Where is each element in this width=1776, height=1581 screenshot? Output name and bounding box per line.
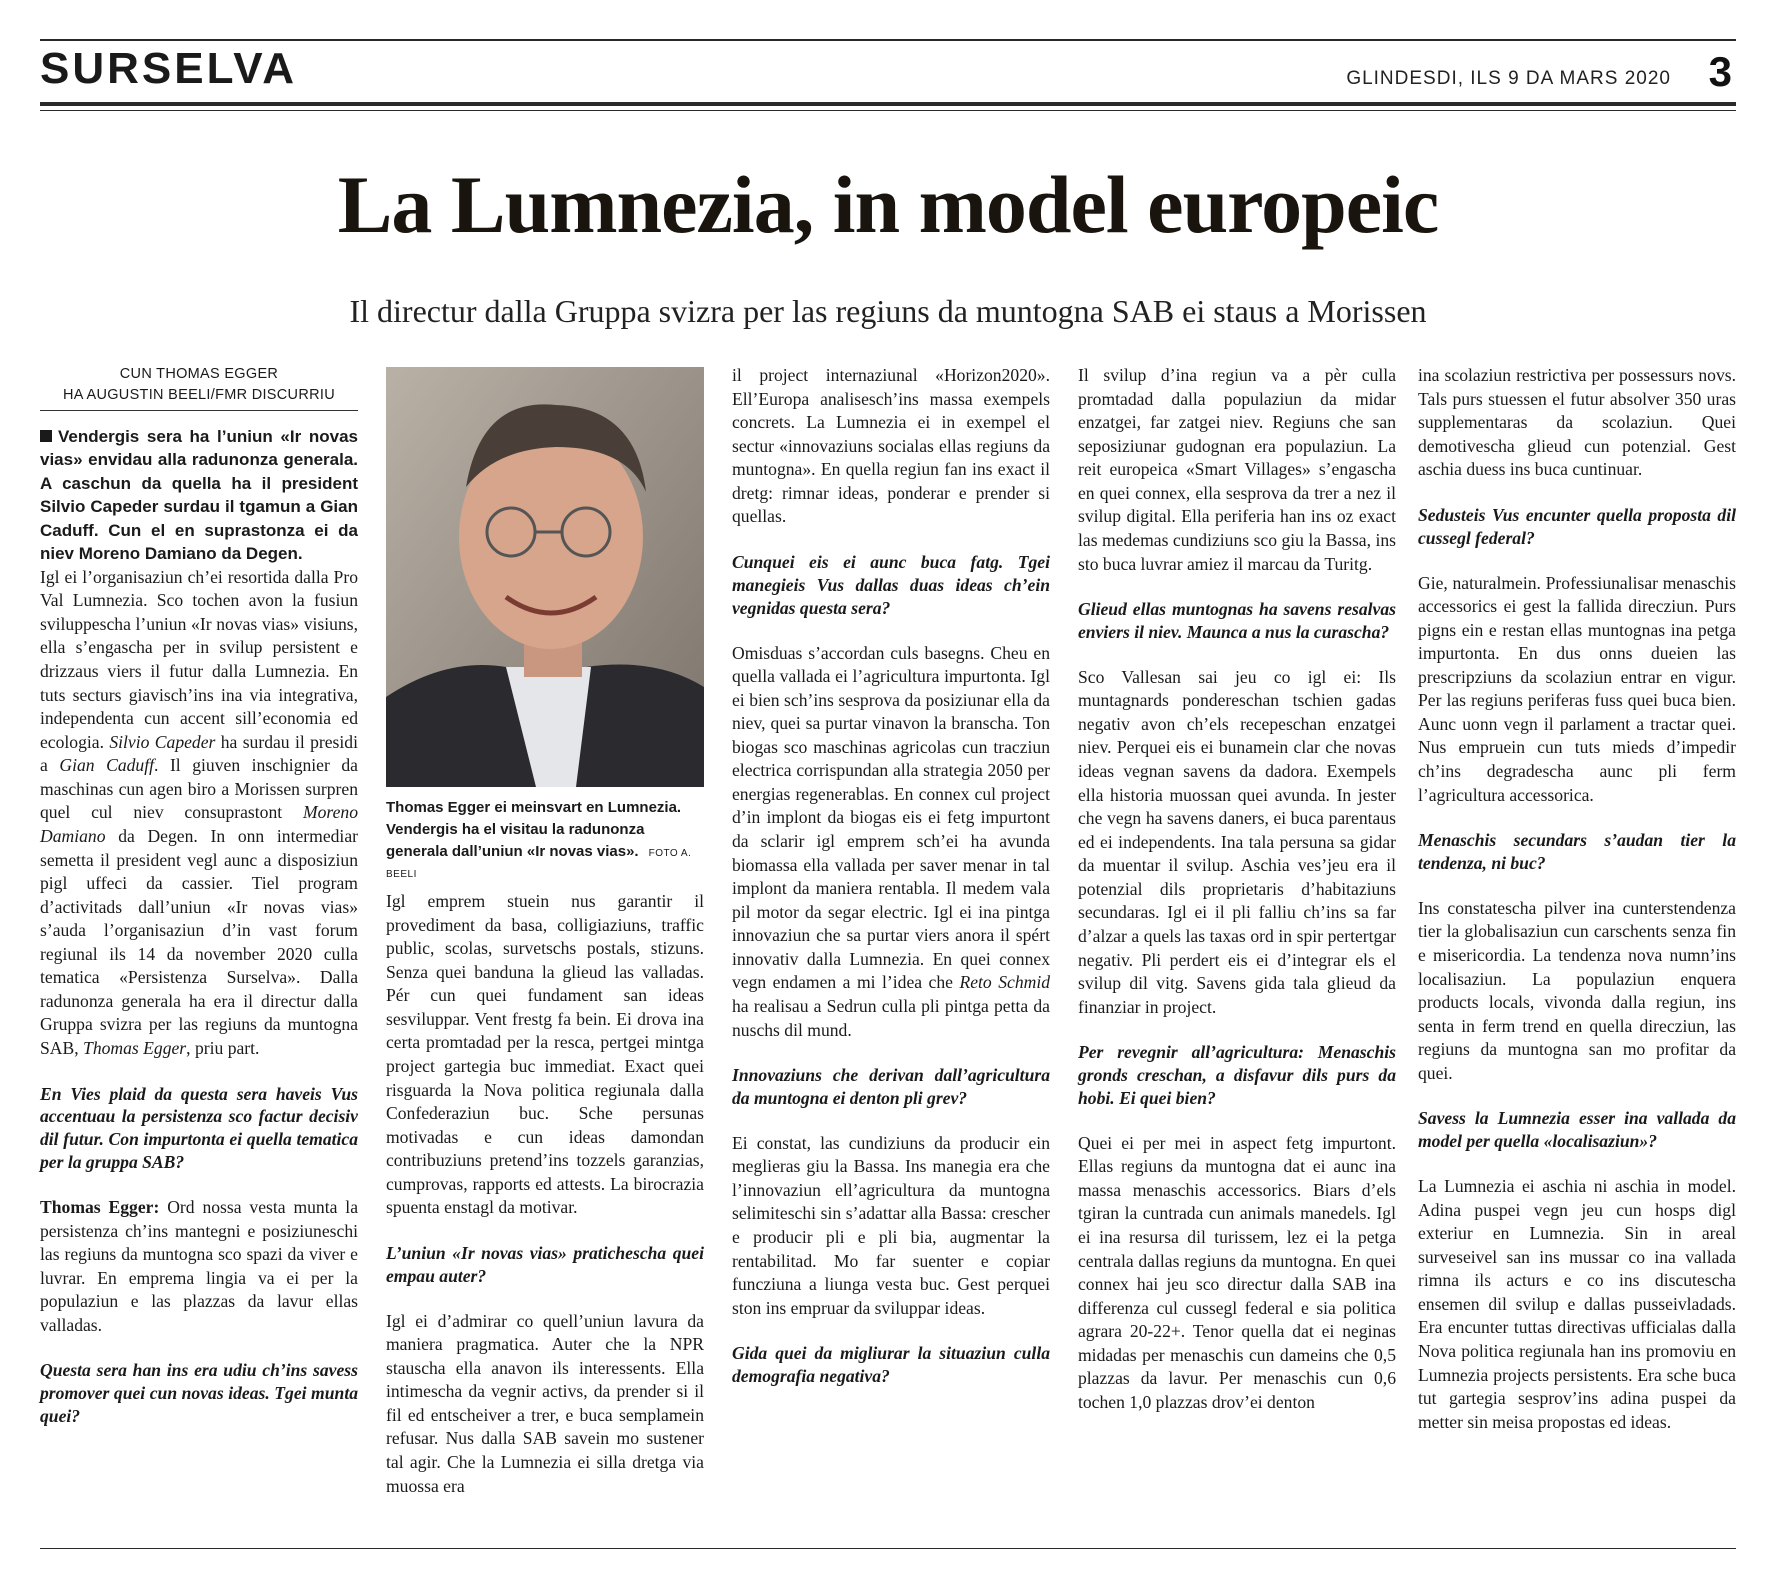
answer-9: Gie, naturalmein. Professiunalisar menaschis accessorics ei gest la fallida direcziun. Purs pigns ein e restan ellas muntognas ina petga impurtonta. En dus onns dueien las prescripziuns da scolaziun entrar en vigur. Per las regiuns periferas fuss quei buca bien. Aunc uonn vegn il parlament a tractar quei. Nus empruein cun tuts mieds d’impedir ch’ins degradescha aunc pli ferm l’agricultura accessorica. xyxy=(1418,572,1736,805)
intro-text-3: . Il giuven inschignier da maschinas cun agen biro a Morissen surpren quel cul niev consuprastont xyxy=(40,755,358,823)
byline-interviewee: CUN THOMAS EGGER xyxy=(119,366,279,382)
question-3: L’uniun «Ir novas vias» pratichescha quei empau auter? xyxy=(386,1242,704,1286)
column-5 xyxy=(1418,364,1736,1434)
answer-6: Il svilup d’ina regiun va a pèr culla promtadad dalla populaziun da midar enzatgei, far zatgei niev. Regiuns che san seposiziunar gudognan era populaziun. La reit europeica «Smart Villages» s’engascha en quei connex, ella sesprova da trer a nez il svilup digital. Ella periferia han ins oz exact las medemas cundiziuns sco giu la Bassa, ins sto buca luvrar amiez il marcau da Turitg. xyxy=(1078,365,1396,574)
answer-8: Quei ei per mei in aspect fetg impurtont. Ellas regiuns da muntogna dat ei aunc ina massa menaschis accessorics. Biars d’els tgiran la cuntrada cun animals manedels. Igl ei ina resursa dil turissem, lez ei la petga centrala dallas regiuns da muntogna. En quei connex hai jeu sco directur dalla SAB ina differenza cul cussegl federal e sia politica agrara 20-22+. Tenor quella dat ei neginas midadas per menaschis cun dameins che 0,5 plazzas da lavur. Per menaschis cun 0,6 tochen 1,0 plazzas drov’ei denton xyxy=(1078,1132,1396,1412)
column-1 xyxy=(40,364,358,1450)
name-damiano: Moreno Damiano xyxy=(40,802,358,846)
name-capeder: Silvio Capeder xyxy=(109,731,216,752)
subheadline: Il directur dalla Gruppa svizra per las regiuns da muntogna SAB ei staus a Morissen xyxy=(349,293,1427,329)
headline: La Lumnezia, in model europeic xyxy=(337,159,1439,250)
question-7: Glieud ellas muntognas ha savens resalvas enviers il niev. Maunca a nus la curascha? xyxy=(1078,599,1396,642)
answer-10: Ins constatescha pilver ina cunterstendenza tier la globalisaziun cun carschents senza fin e misericordia. La tendenza nova numn’ins localisaziun. La populaziun enquera products locals, vivonda dalla regiun, ins senta in ferm trend en quella direcziun, las regiuns da muntogna san mo profitar da quei. xyxy=(1418,897,1736,1083)
photo-caption xyxy=(386,797,704,884)
answer-1 xyxy=(40,1196,358,1337)
byline-author: HA AUGUSTIN BEELI/FMR DISCURRIU xyxy=(63,387,335,404)
answer-3-continued: il project internaziunal «Horizon2020». Ell’Europa analisesch’ins massa exempels concrets. La Lumnezia ei in exempel el sectur «innovaziuns socialas ellas regiuns da muntogna». En quella regiun fan ins exact il dretg: rimnar ideas, ponderar e prender si quellas. xyxy=(732,365,1050,527)
intro-text-2: ha surdau il presidi a xyxy=(40,731,358,776)
answer-4-text-1: Omisduas s’accordan culs basegns. Cheu en quella vallada ei l’agricultura impurtonta. Igl ei bien sch’ins sesprova da posiziunar ella da niev, quei sa purtar vinavon la branscha. Ton biogas sco maschinas agricolas cun tracziun electrica corrispundan alla strategia 2050 per energias regenerablas. En connex cul project d’in implont da biogas eis ei fetg impurtont da sclarir igl emprem sch’ei ha avunda biomassa ella vallada per saver menar in tal implont da maniera rentabla. Il medem vala pil motor da segar electric. Igl ei ina pintga innovaziun che sa purtar viers anora il spért innovativ dalla Lumnezia. En quei connex vegn endamen a mi l’idea che xyxy=(732,642,1050,993)
answer-4 xyxy=(732,642,1050,1043)
intro-text-4: da Degen. In onn intermediar semetta il president vegl aunc a disposiziun pigl uffeci da cassier. Tiel program d’activitads dall’uniun «Ir novas vias» s’auda l’organisaziun d’in vast forum regiunal ils 14 da november 2020 culla tematica «Persistenza Surselva». Dalla radunonza generala ha era il directur dalla Gruppa svizra per las regiuns da muntogna SAB, xyxy=(40,825,358,1058)
byline xyxy=(40,364,358,411)
question-10: Menaschis secundars s’audan tier la tendenza, ni buc? xyxy=(1418,830,1736,874)
column-4 xyxy=(1078,364,1396,1415)
question-9: Sedusteis Vus encunter quella proposta dil cussegl federal? xyxy=(1418,504,1736,548)
page-number: 3 xyxy=(1708,48,1732,95)
lead-text: Vendergis sera ha l’uniun «Ir novas vias» envidau alla radunonza generala. A caschun da quella ha il president Silvio Capeder surdau il tgamun a Gian Caduff. Cun el en suprastonza ei da niev Moreno Damiano da Degen. xyxy=(40,427,358,564)
question-2: Questa sera han ins era udiu ch’ins savess promover quei cun novas ideas. Tgei munta quei? xyxy=(40,1360,358,1427)
name-schmid: Reto Schmid xyxy=(959,972,1051,993)
question-6: Gida quei da migliurar la situaziun culla demografia negativa? xyxy=(732,1343,1050,1387)
portrait-image xyxy=(386,367,704,787)
portrait-photo xyxy=(386,367,704,787)
answer-7: Sco Vallesan sai jeu co igl ei: Ils muntagnards pondereschan tschien gadas negativ avon ch’els recepeschan enzatgei niev. Perquei eis ei bunamein clar che novas ideas vegnan savens da dadora. Exempels ella historia muossan quei avunda. In jester che vegn ha savens daners, ei buca parentaus ed ei independents. Ina tala persuna sa gidar da muentar il svilup. Aschia ves’jeu era il potenzial dils proprietaris d’habitaziuns secundaras. Igl ei il pli falliu ch’ins sa far d’alzar a quels las taxas ord in spir pertertgar negativ. Pli perdert eis ei d’integrar els el svilup dil vitg. Savens gida tala glieud da finanziar in project. xyxy=(1078,666,1396,1017)
section-title: SURSELVA xyxy=(40,44,298,93)
question-5: Innovaziuns che derivan dall’agricultura da muntogna ei denton pli grev? xyxy=(732,1065,1050,1108)
photo-credit: FOTO A. BEELI xyxy=(386,847,692,881)
question-1: En Vies plaid da questa sera haveis Vus accentuau la persistenza sco factur decisiv dil futur. Con impurtonta ei quella tematica per la gruppa SAB? xyxy=(40,1083,358,1173)
column-2 xyxy=(386,890,704,1498)
masthead-rule-thick xyxy=(40,102,1736,106)
column-3 xyxy=(732,364,1050,1410)
intro-text-5: , priu part. xyxy=(186,1038,260,1058)
name-caduff: Gian Caduff xyxy=(59,755,154,776)
intro-paragraph xyxy=(40,566,358,1061)
answer-1-text: Ord nossa vesta munta la persistenza ch’ins mantegni e posiziuneschi las regiuns da muntogna sco spazi da viver e luvrar. En emprema lingia va ei per la populaziun e las plazzas da lavur ellas valladas. xyxy=(40,1197,359,1335)
name-egger: Thomas Egger xyxy=(83,1038,187,1058)
answer-3: Igl ei d’admirar co quell’uniun lavura da maniera pragmatica. Auter che la NPR stauscha ella anavon ils interessents. Ella intimescha da vegnir activs, da prender si il fil ed entscheiver a trer, e buca semplamein refusar. Nus dalla SAB savein mo sustener tal agir. Che la Lumnezia ei silla dretga via muossa era xyxy=(386,1310,704,1496)
question-4: Cunquei eis ei aunc buca fatg. Tgei manegieis Vus dallas duas ideas ch’ein vegnidas questa sera? xyxy=(732,551,1050,618)
question-11: Savess la Lumnezia esser ina vallada da model per quella «localisaziun»? xyxy=(1418,1108,1736,1152)
answer-11: La Lumnezia ei aschia ni aschia in model. Adina puspei vegn jeu cun hosps digl exteriur en Lumnezia. Sin in areal surveseivel san ins mussar co ina vallada rimna ils acturs e co ins discutescha ensemen dil svilup e dallas pusseivladads. Era encunter tuttas directivas ufficialas dalla Nova politica regiunala han ins promoviu en Lumnezia projects persistents. Era sche buca tut gartegia sesprov’ins adina puspei da metter sin meisa propostas ed ideas. xyxy=(1418,1176,1736,1432)
masthead-rule-thin xyxy=(40,110,1736,111)
intro-text-1: Igl ei l’organisaziun ch’ei resortida dalla Pro Val Lumnezia. Sco tochen avon la fusiun sviluppescha l’uniun «Ir novas vias» visiuns, ella s’engascha per in svilup persistent e drizzaus viers il futur dalla Lumnezia. En tuts secturs giavisch’ins ina via integrativa, independenta cun accent sill’economia ed ecologia. xyxy=(40,566,358,752)
lead-paragraph xyxy=(40,425,358,566)
answer-8-continued: ina scolaziun restrictiva per possessurs novs. Tals purs stuessen el futur absolver 350 uras supplementaras da scolaziun. Quei demotivescha glieud cun potenzial. Gest aschia duess ins buca cuntinuar. xyxy=(1418,365,1736,480)
answer-2: Igl emprem stuein nus garantir il provediment da basa, colligiaziuns, traffic public, scolas, survetschs postals, stizuns. Senza quei banduna la glieud las valladas. Pér cun quei fundament san ideas sesviluppar. Vent frestg fa bein. Ei drova ina certa promtadad per la resca, pertgei mintga project gartegia buc immediat. Exact quei risguarda la Nova politica regiunala dalla Confederaziun buc. Sche persunas motivadas e cun ideas damondan contribuziuns pretend’ins tozzels garanzias, cumprovas, rapports ed attests. La birocrazia spuenta enstagl da motivar. xyxy=(386,891,704,1218)
issue-date: GLINDESDI, ILS 9 DA MARS 2020 xyxy=(1346,68,1671,89)
question-8: Per revegnir all’agricultura: Menaschis gronds creschan, a disfavur dils purs da hobi. Ei quei bien? xyxy=(1078,1042,1396,1108)
photo-caption-text: Thomas Egger ei meinsvart en Lumnezia. Vendergis ha el visitau la radunonza generala dall’uniun «Ir novas vias». xyxy=(386,799,682,860)
answer-5: Ei constat, las cundiziuns da producir ein meglieras giu la Bassa. Ins manegia era che l’innovaziun ell’agricultura da muntogna selimiteschi sin s’adattar alla Bassa: crescher e producir pli e pli bia, augmentar la rentabilitad. Mo far suenter e copiar funcziuna a liunga vesta buc. Gest perquei ston ins empruar da sviluppar ideas. xyxy=(732,1132,1050,1318)
bottom-rule xyxy=(40,1548,1736,1549)
answer-4-text-2: ha realisau a Sedrun culla pli pintga petta da nuschs dil mund. xyxy=(732,995,1050,1040)
top-rule xyxy=(40,39,1736,41)
square-bullet-icon xyxy=(40,430,52,442)
speaker-label: Thomas Egger: xyxy=(40,1197,160,1217)
